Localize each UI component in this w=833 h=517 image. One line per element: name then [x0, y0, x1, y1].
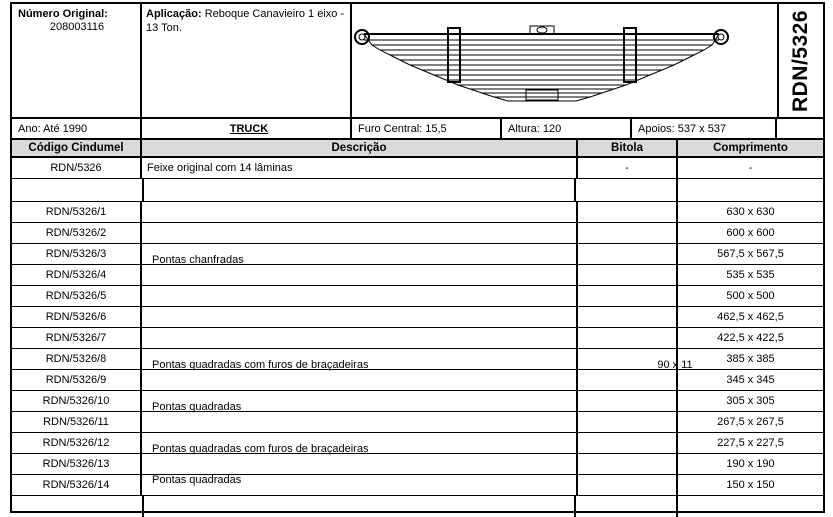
cell-comprimento: 600 x 600: [726, 227, 775, 239]
description-group-quadradas-1: Pontas quadradas: [152, 401, 242, 413]
cell-description: [142, 202, 578, 222]
cell-description: [144, 496, 576, 517]
cell-bitola: [576, 179, 678, 201]
description-group-quadradas-2: Pontas quadradas: [152, 474, 242, 486]
header-row: [12, 4, 823, 117]
cell-bitola: [578, 307, 678, 327]
part-code-cell: [779, 4, 823, 117]
cell-comprimento: 227,5 x 227,5: [717, 437, 784, 449]
table-row[interactable]: [12, 370, 823, 391]
application-label: Aplicação:: [146, 8, 202, 20]
cell-code: RDN/5326/1: [12, 202, 142, 222]
application-cell: [142, 4, 352, 117]
table-footer-row: [12, 496, 823, 517]
original-number-value: 208003116: [49, 21, 105, 33]
cell-bitola: [578, 328, 678, 348]
cell-comprimento: 190 x 190: [726, 458, 775, 470]
table-header: [12, 138, 823, 158]
cell-description: Feixe original com 14 lâminas: [142, 158, 578, 178]
spec-supports: Apoios: 537 x 537: [632, 119, 777, 138]
cell-description: [142, 391, 578, 411]
table-row[interactable]: [12, 158, 823, 179]
cell-bitola: [578, 223, 678, 243]
cell-description: [142, 286, 578, 306]
cell-code: RDN/5326/14: [12, 475, 142, 495]
cell-code: RDN/5326/9: [12, 370, 142, 390]
cell-comprimento: 305 x 305: [726, 395, 775, 407]
cell-code: RDN/5326/13: [12, 454, 142, 474]
cell-description: [142, 412, 578, 432]
table-row[interactable]: [12, 244, 823, 265]
cell-comprimento: 567,5 x 567,5: [717, 248, 784, 260]
cell-code: RDN/5326/6: [12, 307, 142, 327]
cell-code: RDN/5326/3: [12, 244, 142, 264]
cell-bitola: -: [578, 158, 678, 178]
spec-row: [12, 117, 823, 138]
cell-comprimento: 422,5 x 422,5: [717, 332, 784, 344]
table-row[interactable]: [12, 475, 823, 496]
table-row[interactable]: [12, 412, 823, 433]
cell-comprimento: 630 x 630: [726, 206, 775, 218]
cell-description: [142, 454, 578, 474]
original-number-cell: [12, 4, 142, 117]
cell-description: [142, 433, 578, 453]
cell-description: [142, 223, 578, 243]
cell-code: RDN/5326/7: [12, 328, 142, 348]
column-header-bitola: Bitola: [578, 140, 678, 156]
cell-bitola: [578, 433, 678, 453]
cell-code: RDN/5326/2: [12, 223, 142, 243]
table-row[interactable]: [12, 202, 823, 223]
spec-height: Altura: 120: [502, 119, 632, 138]
cell-bitola: [578, 349, 678, 369]
application-value: Reboque Canavieiro 1 eixo - 13 Ton.: [146, 8, 345, 34]
cell-comprimento: -: [748, 162, 753, 174]
table-spacer-row: [12, 179, 823, 202]
table-body: [12, 158, 823, 517]
cell-bitola: [578, 244, 678, 264]
original-number-label: Número Original:: [18, 8, 108, 20]
description-group-chanfradas: Pontas chanfradas: [152, 254, 244, 266]
column-header-description: Descrição: [142, 140, 578, 156]
cell-description: [142, 328, 578, 348]
column-header-comprimento: Comprimento: [713, 142, 788, 154]
cell-comprimento: 345 x 345: [726, 374, 775, 386]
spring-image-cell: [352, 4, 779, 117]
cell-code: RDN/5326/8: [12, 349, 142, 369]
table-row[interactable]: [12, 328, 823, 349]
cell-comprimento: 535 x 535: [726, 269, 775, 281]
cell-description: [142, 244, 578, 264]
cell-comprimento: [678, 496, 823, 517]
cell-bitola: [578, 370, 678, 390]
part-code-vertical: RDN/5326: [789, 9, 812, 112]
bitola-group-value: 90 x 11: [657, 359, 693, 371]
cell-bitola: [578, 412, 678, 432]
table-row[interactable]: [12, 286, 823, 307]
cell-bitola: [578, 265, 678, 285]
spec-type: TRUCK: [142, 119, 352, 138]
cell-comprimento: [678, 179, 823, 201]
cell-bitola: [578, 454, 678, 474]
table-row[interactable]: [12, 307, 823, 328]
cell-code: RDN/5326/4: [12, 265, 142, 285]
spec-center-hole: Furo Central: 15,5: [352, 119, 502, 138]
cell-code: [12, 496, 144, 517]
cell-code: RDN/5326/12: [12, 433, 142, 453]
cell-bitola: [578, 475, 678, 495]
table-row[interactable]: [12, 349, 823, 370]
cell-bitola: [578, 202, 678, 222]
cell-comprimento: 500 x 500: [726, 290, 775, 302]
cell-code: RDN/5326/11: [12, 412, 142, 432]
cell-description: [142, 349, 578, 369]
column-header-code: Código Cindumel: [12, 140, 142, 156]
cell-comprimento: 462,5 x 462,5: [717, 311, 784, 323]
cell-bitola: [576, 496, 678, 517]
cell-description: [142, 307, 578, 327]
spec-year: Ano: Até 1990: [12, 119, 142, 138]
description-group-quadradas-furos-1: Pontas quadradas com furos de braçadeiras: [152, 359, 369, 371]
table-row[interactable]: [12, 265, 823, 286]
cell-code: [12, 179, 144, 201]
table-row[interactable]: [12, 433, 823, 454]
cell-description: [142, 265, 578, 285]
sheet-border: [10, 2, 825, 513]
table-row[interactable]: [12, 391, 823, 412]
table-row[interactable]: [12, 454, 823, 475]
cell-comprimento: 385 x 385: [726, 353, 775, 365]
cell-code: RDN/5326: [12, 158, 142, 178]
spec-blank: [777, 119, 823, 138]
cell-description: [142, 370, 578, 390]
cell-bitola: [578, 391, 678, 411]
cell-code: RDN/5326/5: [12, 286, 142, 306]
leaf-spring-diagram: [352, 4, 731, 113]
table-row[interactable]: [12, 223, 823, 244]
cell-bitola: [578, 286, 678, 306]
cell-code: RDN/5326/10: [12, 391, 142, 411]
cell-comprimento: 267,5 x 267,5: [717, 416, 784, 428]
cell-comprimento: 150 x 150: [726, 479, 775, 491]
cell-description: [144, 179, 576, 201]
cell-description: [142, 475, 578, 495]
description-group-quadradas-furos-2: Pontas quadradas com furos de braçadeiras: [152, 443, 369, 455]
